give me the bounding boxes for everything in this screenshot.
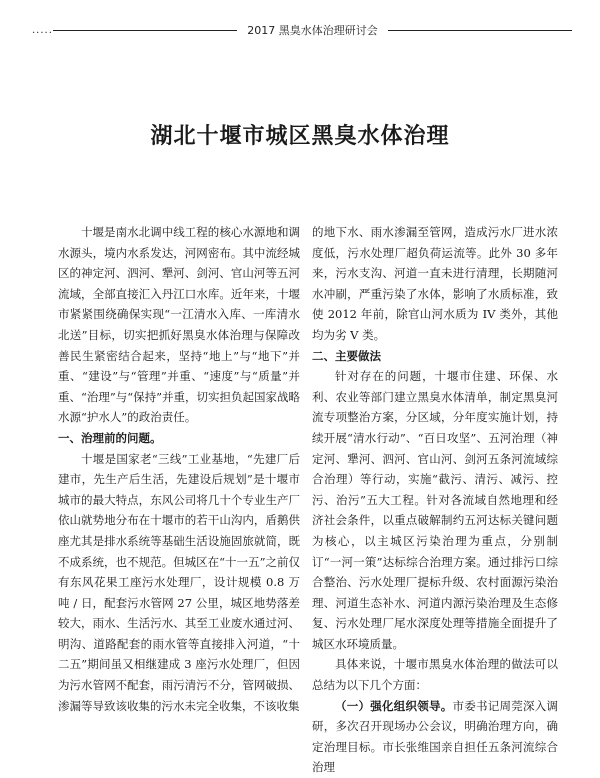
section2-paragraph-2: 具体来说，十堰市黑臭水体治理的做法可以总结为以下几个方面：: [312, 657, 558, 693]
left-column: [58, 222, 300, 716]
section2-paragraph-1: 针对存在的问题，十堰市住建、环保、水利、农业等部门建立黑臭水体清单，制定黑臭河流专项整治方案，分区域，分年度实施计划，持续开展“清水行动”、“百日攻坚”、五河治理（神定河、犟河、泗河、官山河、剑河五条河流域综合治理）等行动，实施“截污、清污、减污、控污、治污”五大工程。针对各流域自然地理和经济社会条件，以重点破解制约五河达标关键问题为核心，以主城区污染治理为重点，分别制订“一河一策”达标综合治理方案。通过排污口综合整治、污水处理厂提标升级、农村面源污染治理、河道生态补水、河道内源污染治理及生态修复、污水处理厂尾水深度处理等措施全面提升了城区水环境质量。: [312, 369, 558, 651]
continuation-paragraph: 的地下水、雨水渗漏至管网，造成污水厂进水浓度低，污水处理厂超负荷运流等。此外 30 多年来，污水支沟、河道一直未进行清理，长期随河水冲刷，严重污染了水体，影响了水质标准，致使 2012 年前，除官山河水质为 IV 类外，其他均为劣 V 类。: [312, 225, 558, 342]
header-rule-left: [53, 30, 237, 31]
subsection1-paragraph: [312, 696, 558, 778]
subsection1-text: 市委书记周莞深入调研，多次召开现场办公会议，明确治理方向，确定治理目标。市长张维国亲自担任五条河流综合治理: [312, 698, 558, 775]
header-rule-right: [388, 30, 572, 31]
article-title: 湖北十堰市城区黑臭水体治理: [150, 124, 450, 149]
running-header: [28, 20, 572, 40]
right-column: [312, 222, 558, 778]
header-dots: .....: [32, 24, 53, 36]
running-title: 2017 黑臭水体治理研讨会: [247, 24, 378, 37]
section1-heading: 一、治理前的问题。: [58, 430, 162, 445]
intro-paragraph: 十堰是南水北调中线工程的核心水源地和调水源头，境内水系发达，河网密布。其中流经城区的神定河、泗河、犟河、剑河、官山河等五河流域，全部直接汇入丹江口水库。近年来，十堰市紧紧围绕确保实现“一江清水入库、一库清水北送”目标，切实把抓好黑臭水体治理与保障改善民生紧密结合起来，坚持“地上”与“地下”并重、“建设”与“管理”并重、“速度”与“质量”并重、“治理”与“保持”并重，切实担负起国家战略水源“护水人”的政治责任。: [58, 225, 301, 425]
section1-paragraph: 十堰是国家老“三线”工业基地，“先建厂后建市，先生产后生活，先建设后规划”是十堰市城市的最大特点，东风公司将几十个专业生产厂依山就势地分布在十堰市的若干山沟内，盾鹅供座尤其是排水系统等基础生活设施固旅就简，既不成系统，也不规范。但城区在“十一五”之前仅有东风花果工座污水处理厂，设计规模 0.8 万吨 / 日，配套污水管网 27 公里，城区地势落差较大，雨水、生活污水、其至工业废水通过河、明沟、道路配套的雨水管等直接排入河道，“十二五”期间虽又相继建成 3 座污水处理厂，但因为污水管网不配套，雨污清污不分，管网破损、渗漏等导致该收集的污水未完全收集，不该收集: [58, 451, 300, 713]
section2-heading: 二、主要做法: [312, 348, 381, 363]
subsection1-label: （一）强化组织领导。: [335, 698, 453, 713]
